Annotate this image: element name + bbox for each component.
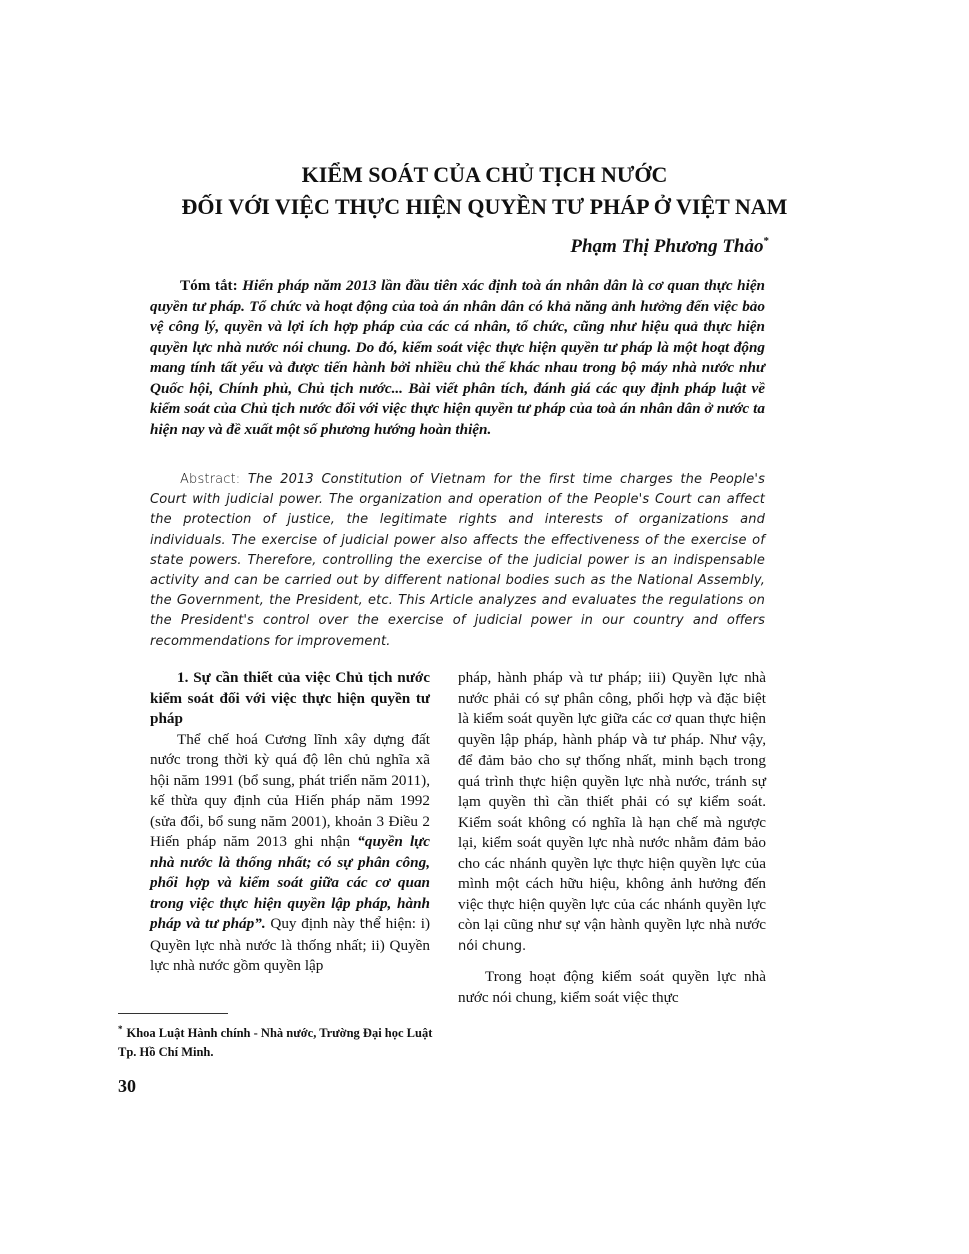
vietnamese-summary	[150, 276, 765, 440]
continued-text-d: nói chung.	[458, 938, 527, 954]
author-name	[570, 235, 769, 258]
paragraph-tail-text: hiện: i) Quyền lực nhà nước là thống nhất; ii) Quyền lực nhà nước gồm quyền lập	[150, 915, 431, 974]
constitution-quote: “quyền lực nhà nước là thống nhất; có sự phân công, phối hợp và kiểm soát giữa các cơ quan trong việc thực hiện quyền lập pháp, hành pháp và tư pháp”.	[150, 833, 430, 932]
article-title-line-1: KIỂM SOÁT CỦA CHỦ TỊCH NƯỚC	[301, 162, 668, 187]
abstract-text: The 2013 Constitution of Vietnam for the first time charges the People's Court with judicial power. The organization and operation of the People's Court can affect the protection of justice, the legitimate rights and interests of organizations and individuals. The exercise of judicial power also affects the effectiveness of the exercise of state powers. Therefore, controlling the exercise of the judicial power is an indispensable activity and can be carried out by different national bodies such as the National Assembly, the Government, the President, etc. This Article analyzes and evaluates the regulations on the President's control over the exercise of judicial power in our country and offers recommendations for improvement.	[150, 472, 765, 649]
article-title-line-2: ĐỐI VỚI VIỆC THỰC HIỆN QUYỀN TƯ PHÁP Ở VIỆT NAM	[181, 194, 788, 219]
abstract-label: Abstract:	[180, 472, 241, 487]
body-column-right	[458, 668, 766, 1008]
author-name-text: Phạm Thị Phương Thảo	[570, 236, 764, 257]
section-paragraph-1-continued	[458, 668, 766, 957]
author-affiliation-footnote	[118, 1020, 438, 1062]
continued-text-a: pháp, hành pháp và tư pháp; iii) Quyền lực nhà nước phải có sự phân công, phối hợp và đặc biệt là kiểm soát quyền lực giữa các cơ quan thực hiện quyền lập pháp, hành pháp	[458, 669, 766, 748]
summary-label: Tóm tắt:	[180, 277, 238, 294]
footnote-text: Khoa Luật Hành chính - Nhà nước, Trường Đại học Luật Tp. Hồ Chí Minh.	[118, 1026, 433, 1059]
author-footnote-mark: *	[763, 235, 769, 247]
english-abstract	[150, 470, 765, 652]
paragraph-mid-word: thể	[359, 917, 381, 932]
continued-text-c: tư pháp. Như vậy, để đảm bảo cho sự thống nhất, minh bạch trong quá trình thực hiện quyền lực nhà nước, tránh sự lạm quyền thì cần thiết phải có sự kiểm soát. Kiểm soát không có nghĩa là hạn chế mà ngược lại, kiểm soát quyền lực nhà nước nhằm đảm bảo cho các nhánh quyền lực thực hiện quyền lực của mình một cách hữu hiệu, không ảnh hưởng đến việc thực hiện quyền lực của các nhánh quyền lực còn lại cũng như sự vận hành quyền lực nhà nước	[458, 730, 766, 933]
section-paragraph-1	[150, 730, 430, 977]
footnote-mark: *	[118, 1024, 123, 1034]
paragraph-mid-text: Quy định này	[270, 915, 355, 932]
paragraph-lead-text: Thể chế hoá Cương lĩnh xây dựng đất nước trong thời kỳ quá độ lên chủ nghĩa xã hội năm 1991 (bổ sung, phát triển năm 2011), kế thừa quy định của Hiến pháp năm 1992 (sửa đổi, bổ sung năm 2001), khoản 3 Điều 2 Hiến pháp năm 2013 ghi nhận	[150, 730, 430, 850]
section-paragraph-2: Trong hoạt động kiểm soát quyền lực nhà nước nói chung, kiểm soát việc thực	[458, 968, 766, 1006]
footnote-divider	[118, 1013, 228, 1014]
body-column-left	[150, 668, 430, 977]
continued-word: và	[632, 732, 648, 748]
page-number: 30	[118, 1076, 136, 1096]
summary-text: Hiến pháp năm 2013 lần đầu tiên xác định toà án nhân dân là cơ quan thực hiện quyền tư pháp. Tổ chức và hoạt động của toà án nhân dân có khả năng ảnh hưởng đến việc bảo vệ công lý, quyền và lợi ích hợp pháp của các cá nhân, tổ chức, cũng như hiệu quả thực hiện quyền lực nhà nước nói chung. Do đó, kiểm soát việc thực hiện quyền tư pháp là một hoạt động mang tính tất yếu và được tiến hành bởi nhiều chủ thể khác nhau trong bộ máy nhà nước như Quốc hội, Chính phủ, Chủ tịch nước... Bài viết phân tích, đánh giá các quy định pháp luật về kiểm soát của Chủ tịch nước đối với việc thực hiện quyền tư pháp của toà án nhân dân ở nước ta hiện nay và đề xuất một số phương hướng hoàn thiện.	[150, 277, 766, 438]
section-heading: 1. Sự cần thiết của việc Chủ tịch nước kiểm soát đối với việc thực hiện quyền tư pháp	[150, 669, 430, 727]
